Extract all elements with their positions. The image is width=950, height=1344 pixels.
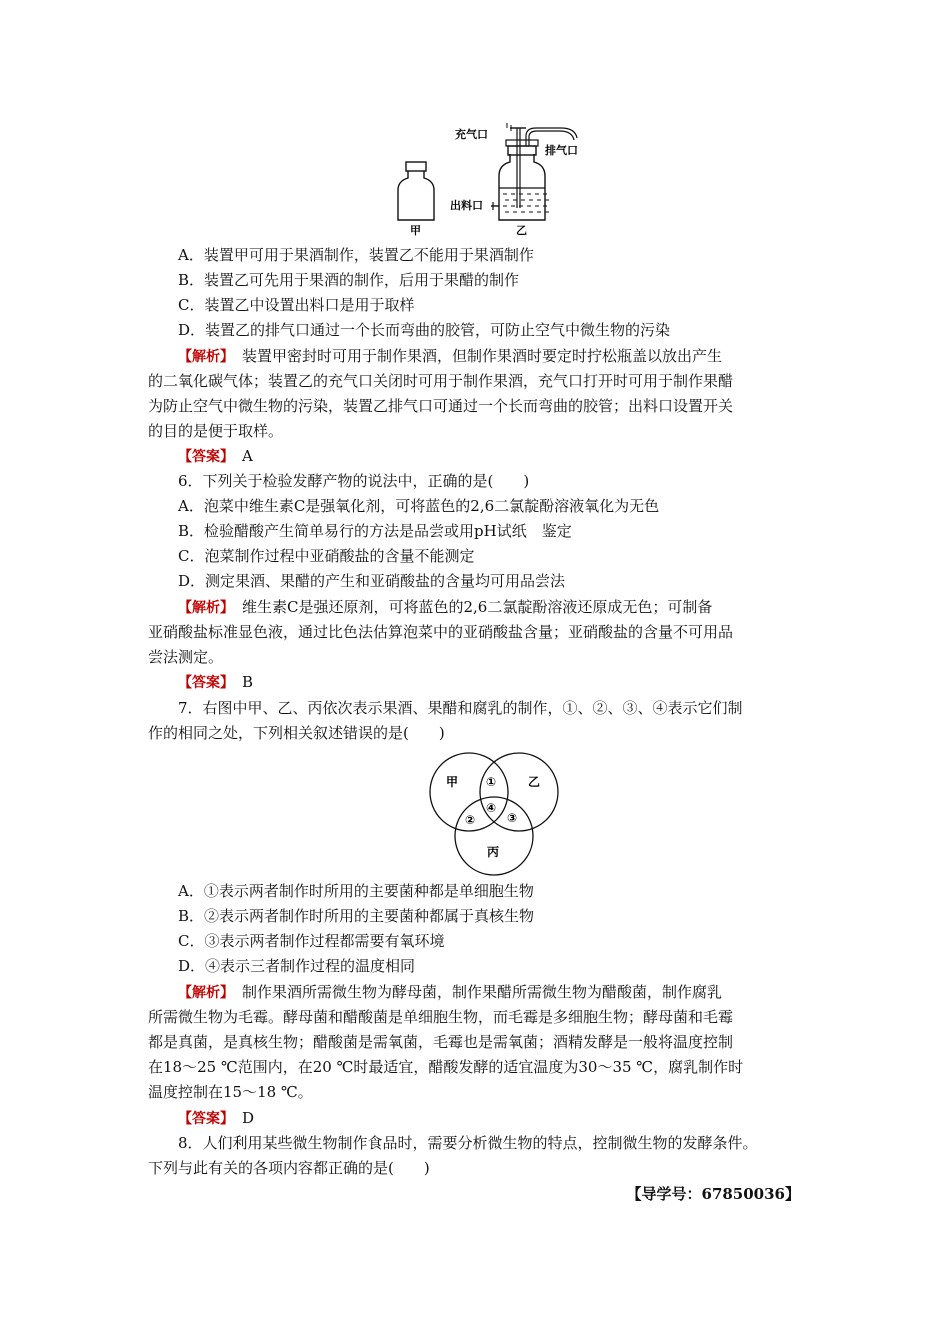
label-yi: 乙: [516, 224, 527, 237]
label-inlet: 充气口: [455, 128, 488, 141]
analysis-tag: 【解析】: [178, 349, 227, 365]
bottle-yi: [491, 123, 577, 220]
q6-analysis-line-3: 尝法测定。: [148, 648, 224, 666]
q7-analysis-line-1: 【解析】 制作果酒所需微生物为酵母菌，制作果醋所需微生物为醋酸菌，制作腐乳: [178, 983, 723, 1001]
q5-answer: 【答案】 A: [178, 447, 253, 465]
q7-stem-line-2: 作的相同之处，下列相关叙述错误的是( ): [148, 724, 445, 742]
q5-option-c: C．装置乙中设置出料口是用于取样: [178, 296, 415, 314]
answer-tag: 【答案】: [178, 449, 227, 465]
q6-stem: 6．下列关于检验发酵产物的说法中，正确的是( ): [178, 472, 530, 490]
q5-option-a: A．装置甲可用于果酒制作，装置乙不能用于果酒制作: [178, 246, 534, 264]
label-jia: 甲: [410, 224, 421, 237]
q8-stem-line-2: 下列与此有关的各项内容都正确的是( ): [148, 1159, 430, 1177]
q6-answer: 【答案】 B: [178, 673, 254, 691]
q7-analysis-line-4: 在18～25 ℃范围内，在20 ℃时最适宜，醋酸发酵的适宜温度为30～35 ℃，腐乳制作时: [148, 1058, 744, 1076]
q7-option-a: A．①表示两者制作时所用的主要菌种都是单细胞生物: [178, 882, 534, 900]
q6-option-d: D．测定果酒、果醋的产生和亚硝酸盐的含量均可用品尝法: [178, 572, 566, 590]
q8-stem-line-1: 8．人们利用某些微生物制作食品时，需要分析微生物的特点，控制微生物的发酵条件。: [178, 1134, 758, 1152]
q5-analysis-line-1: 【解析】 装置甲密封时可用于制作果酒，但制作果酒时要定时拧松瓶盖以放出产生: [178, 347, 723, 365]
q5-analysis-line-4: 的目的是便于取样。: [148, 422, 284, 440]
q7-analysis-line-5: 温度控制在15～18 ℃。: [148, 1083, 313, 1101]
q6-option-b: B．检验醋酸产生简单易行的方法是品尝或用pH试纸 鉴定: [178, 522, 572, 540]
q6-analysis-line-1: 【解析】 维生素C是强还原剂，可将蓝色的2,6二氯靛酚溶液还原成无色；可制备: [178, 598, 713, 616]
answer-tag: 【答案】: [178, 675, 227, 691]
q5-option-b: B．装置乙可先用于果酒的制作，后用于果醋的制作: [178, 271, 520, 289]
q7-option-c: C．③表示两者制作过程都需要有氧环境: [178, 932, 445, 950]
q5-analysis-line-3: 为防止空气中微生物的污染，装置乙排气口可通过一个长而弯曲的胶管；出料口设置开关: [148, 397, 734, 415]
q7-option-b: B．②表示两者制作时所用的主要菌种都属于真核生物: [178, 907, 535, 925]
venn-label-bing: 丙: [487, 845, 500, 859]
q6-option-a: A．泡菜中维生素C是强氧化剂，可将蓝色的2,6二氯靛酚溶液氧化为无色: [178, 497, 660, 515]
venn-diagram: [424, 752, 564, 876]
guide-number: 【导学号：67850036】: [626, 1185, 800, 1203]
analysis-tag: 【解析】: [178, 985, 227, 1001]
apparatus-figure: [395, 118, 585, 238]
q7-answer: 【答案】 D: [178, 1109, 255, 1127]
answer-tag: 【答案】: [178, 1111, 227, 1127]
q7-analysis-line-2: 所需微生物为毛霉。酵母菌和醋酸菌是单细胞生物，而毛霉是多细胞生物；酵母菌和毛霉: [148, 1008, 734, 1026]
q7-option-d: D．④表示三者制作过程的温度相同: [178, 957, 416, 975]
q5-analysis-line-2: 的二氧化碳气体；装置乙的充气口关闭时可用于制作果酒，充气口打开时可用于制作果醋: [148, 372, 734, 390]
venn-region-2: ②: [465, 813, 476, 827]
label-discharge: 出料口: [450, 199, 483, 212]
venn-region-1: ①: [486, 775, 497, 789]
q5-option-d: D．装置乙的排气口通过一个长而弯曲的胶管，可防止空气中微生物的污染: [178, 321, 671, 339]
venn-region-4: ④: [486, 801, 497, 815]
venn-label-jia: 甲: [446, 775, 459, 789]
q7-stem-line-1: 7．右图中甲、乙、丙依次表示果酒、果醋和腐乳的制作，①、②、③、④表示它们制: [178, 699, 743, 717]
q7-analysis-line-3: 都是真菌，是真核生物；醋酸菌是需氧菌，毛霉也是需氧菌；酒精发酵是一般将温度控制: [148, 1033, 734, 1051]
venn-label-yi: 乙: [528, 775, 541, 789]
analysis-tag: 【解析】: [178, 600, 227, 616]
q6-option-c: C．泡菜制作过程中亚硝酸盐的含量不能测定: [178, 547, 475, 565]
q6-analysis-line-2: 亚硝酸盐标准显色液，通过比色法估算泡菜中的亚硝酸盐含量；亚硝酸盐的含量不可用品: [148, 623, 734, 641]
label-outlet: 排气口: [545, 144, 578, 157]
venn-region-3: ③: [507, 811, 518, 825]
bottle-jia: [398, 162, 434, 220]
